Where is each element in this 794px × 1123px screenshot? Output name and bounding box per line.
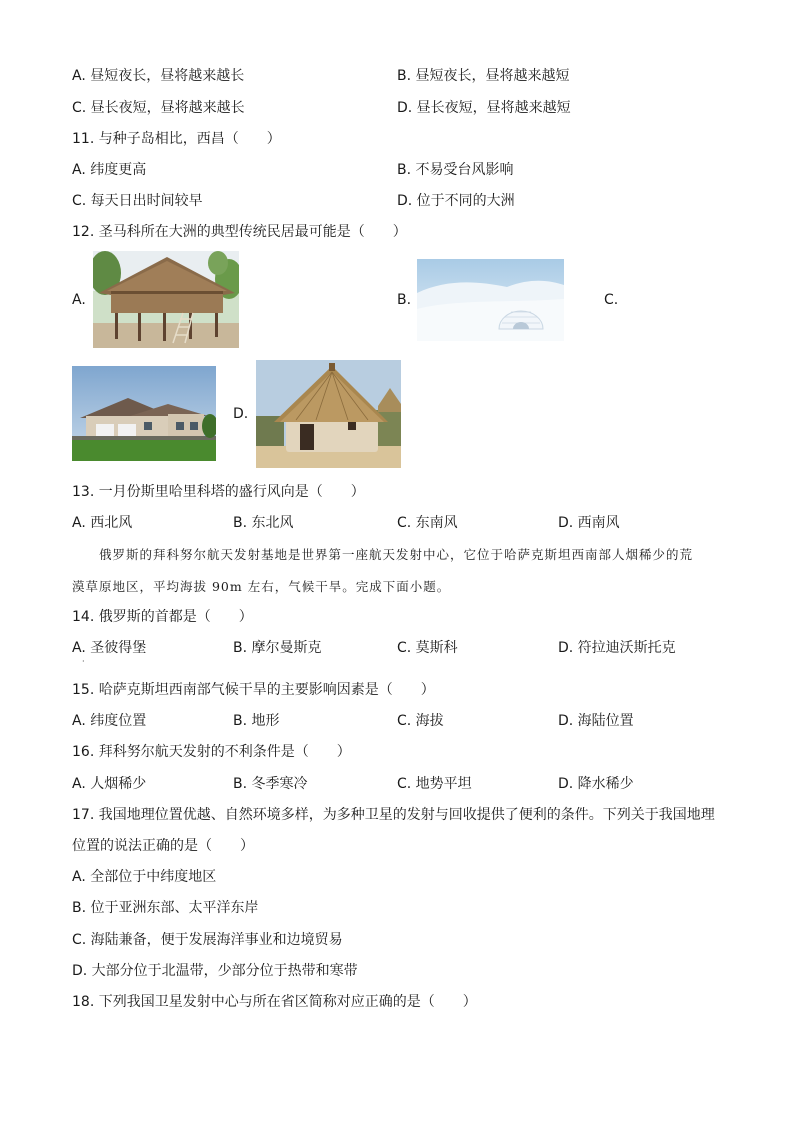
q16-option-c: C. 地势平坦 — [397, 776, 472, 792]
q11-stem: 11. 与种子岛相比，西昌（ ） — [72, 131, 281, 147]
q14-option-b: B. 摩尔曼斯克 — [233, 640, 322, 656]
q11-option-b: B. 不易受台风影响 — [397, 162, 514, 178]
q11-option-a: A. 纬度更高 — [72, 162, 147, 178]
q14-option-c: C. 莫斯科 — [397, 640, 458, 656]
q10-option-d: D. 昼长夜短，昼将越来越短 — [397, 100, 571, 116]
q12-option-d-label: D. — [233, 406, 249, 422]
q14-option-a: A. 圣彼得堡 — [72, 640, 147, 656]
q17-stem-line-2: 位置的说法正确的是（ ） — [72, 838, 254, 854]
q18-stem: 18. 下列我国卫星发射中心与所在省区简称对应正确的是（ ） — [72, 994, 477, 1010]
modern-house-photo — [72, 366, 216, 461]
q15-option-a: A. 纬度位置 — [72, 713, 147, 729]
stilt-house-photo — [93, 251, 239, 348]
q14-stem: 14. 俄罗斯的首都是（ ） — [72, 609, 253, 625]
q16-option-b: B. 冬季寒冷 — [233, 776, 308, 792]
q17-stem-line-1: 17. 我国地理位置优越、自然环境多样，为多种卫星的发射与回收提供了便利的条件。下列关于我国地理 — [72, 807, 715, 823]
q17-option-d: D. 大部分位于北温带，少部分位于热带和寒带 — [72, 963, 358, 979]
passage-line-2: 漠草原地区，平均海拔 90m 左右，气候干旱。完成下面小题。 — [72, 579, 451, 594]
igloo-photo — [417, 259, 564, 341]
q17-option-a: A. 全部位于中纬度地区 — [72, 869, 217, 885]
q13-option-b: B. 东北风 — [233, 515, 294, 531]
q13-option-c: C. 东南风 — [397, 515, 458, 531]
q15-option-c: C. 海拔 — [397, 713, 444, 729]
q13-option-a: A. 西北风 — [72, 515, 133, 531]
q12-option-b-label: B. — [397, 292, 412, 308]
q12-stem: 12. 圣马科所在大洲的典型传统民居最可能是（ ） — [72, 224, 407, 240]
q16-option-a: A. 人烟稀少 — [72, 776, 147, 792]
thatched-hut-photo — [256, 360, 401, 468]
q12-option-a-label: A. — [72, 292, 86, 308]
q10-option-c: C. 昼长夜短，昼将越来越长 — [72, 100, 245, 116]
q12-option-c-label: C. — [604, 292, 619, 308]
q16-stem: 16. 拜科努尔航天发射的不利条件是（ ） — [72, 744, 351, 760]
q13-option-d: D. 西南风 — [558, 515, 620, 531]
q15-option-d: D. 海陆位置 — [558, 713, 634, 729]
q15-option-b: B. 地形 — [233, 713, 280, 729]
q16-option-d: D. 降水稀少 — [558, 776, 634, 792]
q11-option-c: C. 每天日出时间较早 — [72, 193, 203, 209]
q14-option-d: D. 符拉迪沃斯托克 — [558, 640, 676, 656]
q15-stem: 15. 哈萨克斯坦西南部气候干旱的主要影响因素是（ ） — [72, 682, 435, 698]
q11-option-d: D. 位于不同的大洲 — [397, 193, 515, 209]
q10-option-b: B. 昼短夜长，昼将越来越短 — [397, 68, 570, 84]
q17-option-b: B. 位于亚洲东部、太平洋东岸 — [72, 900, 259, 916]
q10-option-a: A. 昼短夜长，昼将越来越长 — [72, 68, 245, 84]
passage-line-1: 俄罗斯的拜科努尔航天发射基地是世界第一座航天发射中心，它位于哈萨克斯坦西南部人烟稀少的荒 — [99, 547, 694, 562]
q13-stem: 13. 一月份斯里哈里科塔的盛行风向是（ ） — [72, 484, 365, 500]
q17-option-c: C. 海陆兼备，便于发展海洋事业和边境贸易 — [72, 932, 343, 948]
stray-dot: · — [82, 657, 85, 666]
